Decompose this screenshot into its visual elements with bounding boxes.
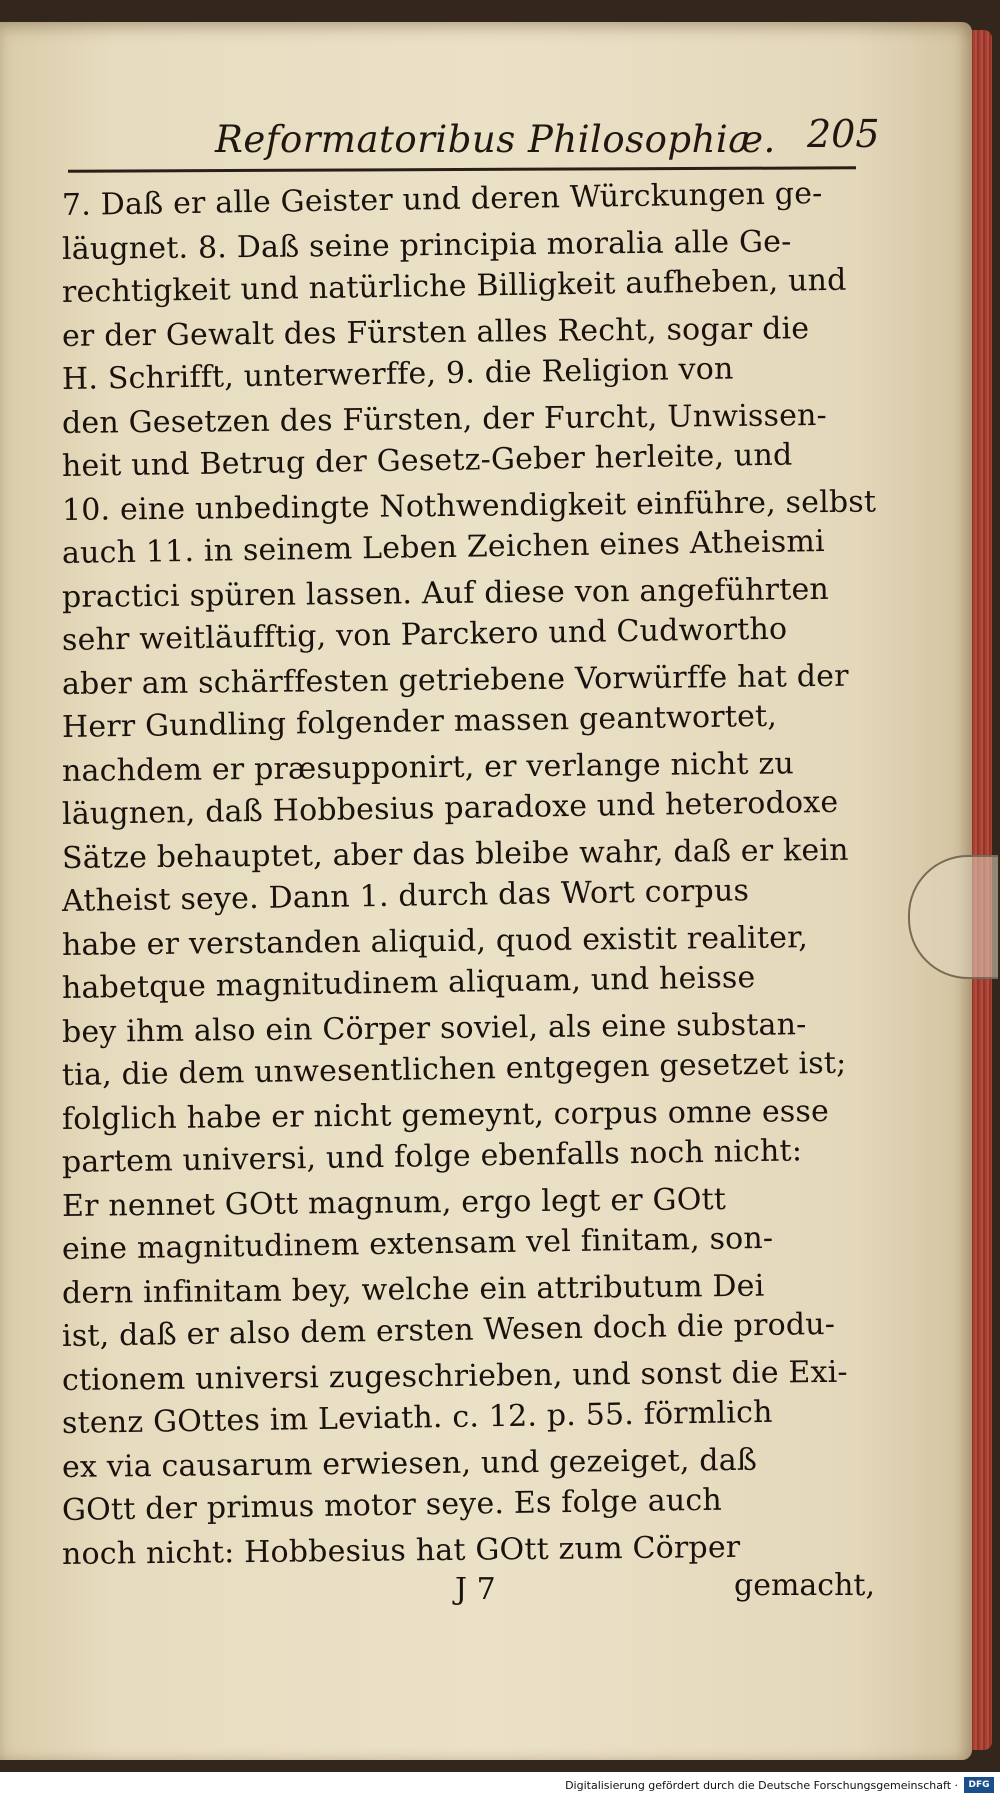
text-line: dern infinitam bey, welche ein attributum Dei (61, 1268, 765, 1311)
text-line: habe er verstanden aliquid, quod existit realiter, (61, 919, 809, 963)
text-line: nachdem er præsupponirt, er verlange nicht zu (61, 745, 795, 789)
text-line: ist, daß er also dem ersten Wesen doch die produ- (61, 1306, 836, 1354)
text-line: sehr weitläufftig, von Parckero und Cudwortho (61, 611, 788, 658)
signature-mark: J 7 (455, 1572, 496, 1607)
body-text (61, 176, 882, 1576)
text-line: Herr Gundling folgender massen geantwortet, (61, 698, 778, 745)
text-line: bey ihm also ein Cörper soviel, als eine substan- (61, 1006, 807, 1050)
text-line: habetque magnitudinem aliquam, und heisse (61, 960, 756, 1006)
text-line: GOtt der primus motor seye. Es folge auch (61, 1482, 723, 1528)
text-line: läugnen, daß Hobbesius paradoxe und heterodoxe (61, 784, 839, 832)
text-line: Sätze behauptet, aber das bleibe wahr, daß er kein (61, 832, 849, 876)
text-line: ctionem universi zugeschrieben, und sonst die Exi- (61, 1354, 848, 1398)
text-line: läugnet. 8. Daß seine principia moralia alle Ge- (61, 223, 792, 267)
text-line: den Gesetzen des Fürsten, der Furcht, Unwissen- (61, 397, 828, 441)
text-line: tia, die dem unwesentlichen entgegen gesetzet ist; (61, 1045, 847, 1093)
running-head: Reformatoribus Philosophiæ. (215, 118, 776, 161)
text-line: folglich habe er nicht gemeynt, corpus omne esse (61, 1093, 830, 1137)
text-line: er der Gewalt des Fürsten alles Recht, sogar die (61, 310, 810, 354)
text-line: H. Schrifft, unterwerffe, 9. die Religion von (61, 351, 734, 397)
text-line: ex via causarum erwiesen, und gezeiget, daß (61, 1442, 758, 1485)
text-line: Atheist seye. Dann 1. durch das Wort corpus (61, 873, 750, 919)
text-line: stenz GOttes im Leviath. c. 12. p. 55. förmlich (61, 1394, 773, 1441)
page-sheet (0, 22, 972, 1760)
text-line: partem universi, und folge ebenfalls noch nicht: (61, 1133, 803, 1180)
text-line: aber am schärffesten getriebene Vorwürffe hat der (61, 658, 849, 702)
dfg-logo-icon: DFG (964, 1777, 994, 1793)
footer-bar (0, 1772, 1000, 1799)
text-line: heit und Betrug der Gesetz-Geber herleite, und (61, 437, 793, 484)
text-line: rechtigkeit und natürliche Billigkeit aufheben, und (61, 262, 847, 310)
text-line: practici spüren lassen. Auf diese von angeführten (61, 571, 830, 615)
text-line: eine magnitudinem extensam vel finitam, son- (61, 1220, 774, 1267)
text-line: 7. Daß er alle Geister und deren Würckungen ge- (61, 176, 823, 223)
text-line: 10. eine unbedingte Nothwendigkeit einführe, selbst (61, 483, 877, 528)
catchword: gemacht, (733, 1568, 875, 1603)
text-line: Er nennet GOtt magnum, ergo legt er GOtt (61, 1181, 727, 1224)
text-line: noch nicht: Hobbesius hat GOtt zum Cörper (61, 1529, 741, 1572)
catchline (455, 1568, 875, 1620)
text-line: auch 11. in seinem Leben Zeichen eines Atheismi (61, 524, 826, 571)
page-number: 205 (807, 112, 880, 156)
funding-credit: Digitalisierung gefördert durch die Deutsche Forschungsgemeinschaft · (565, 1779, 958, 1792)
